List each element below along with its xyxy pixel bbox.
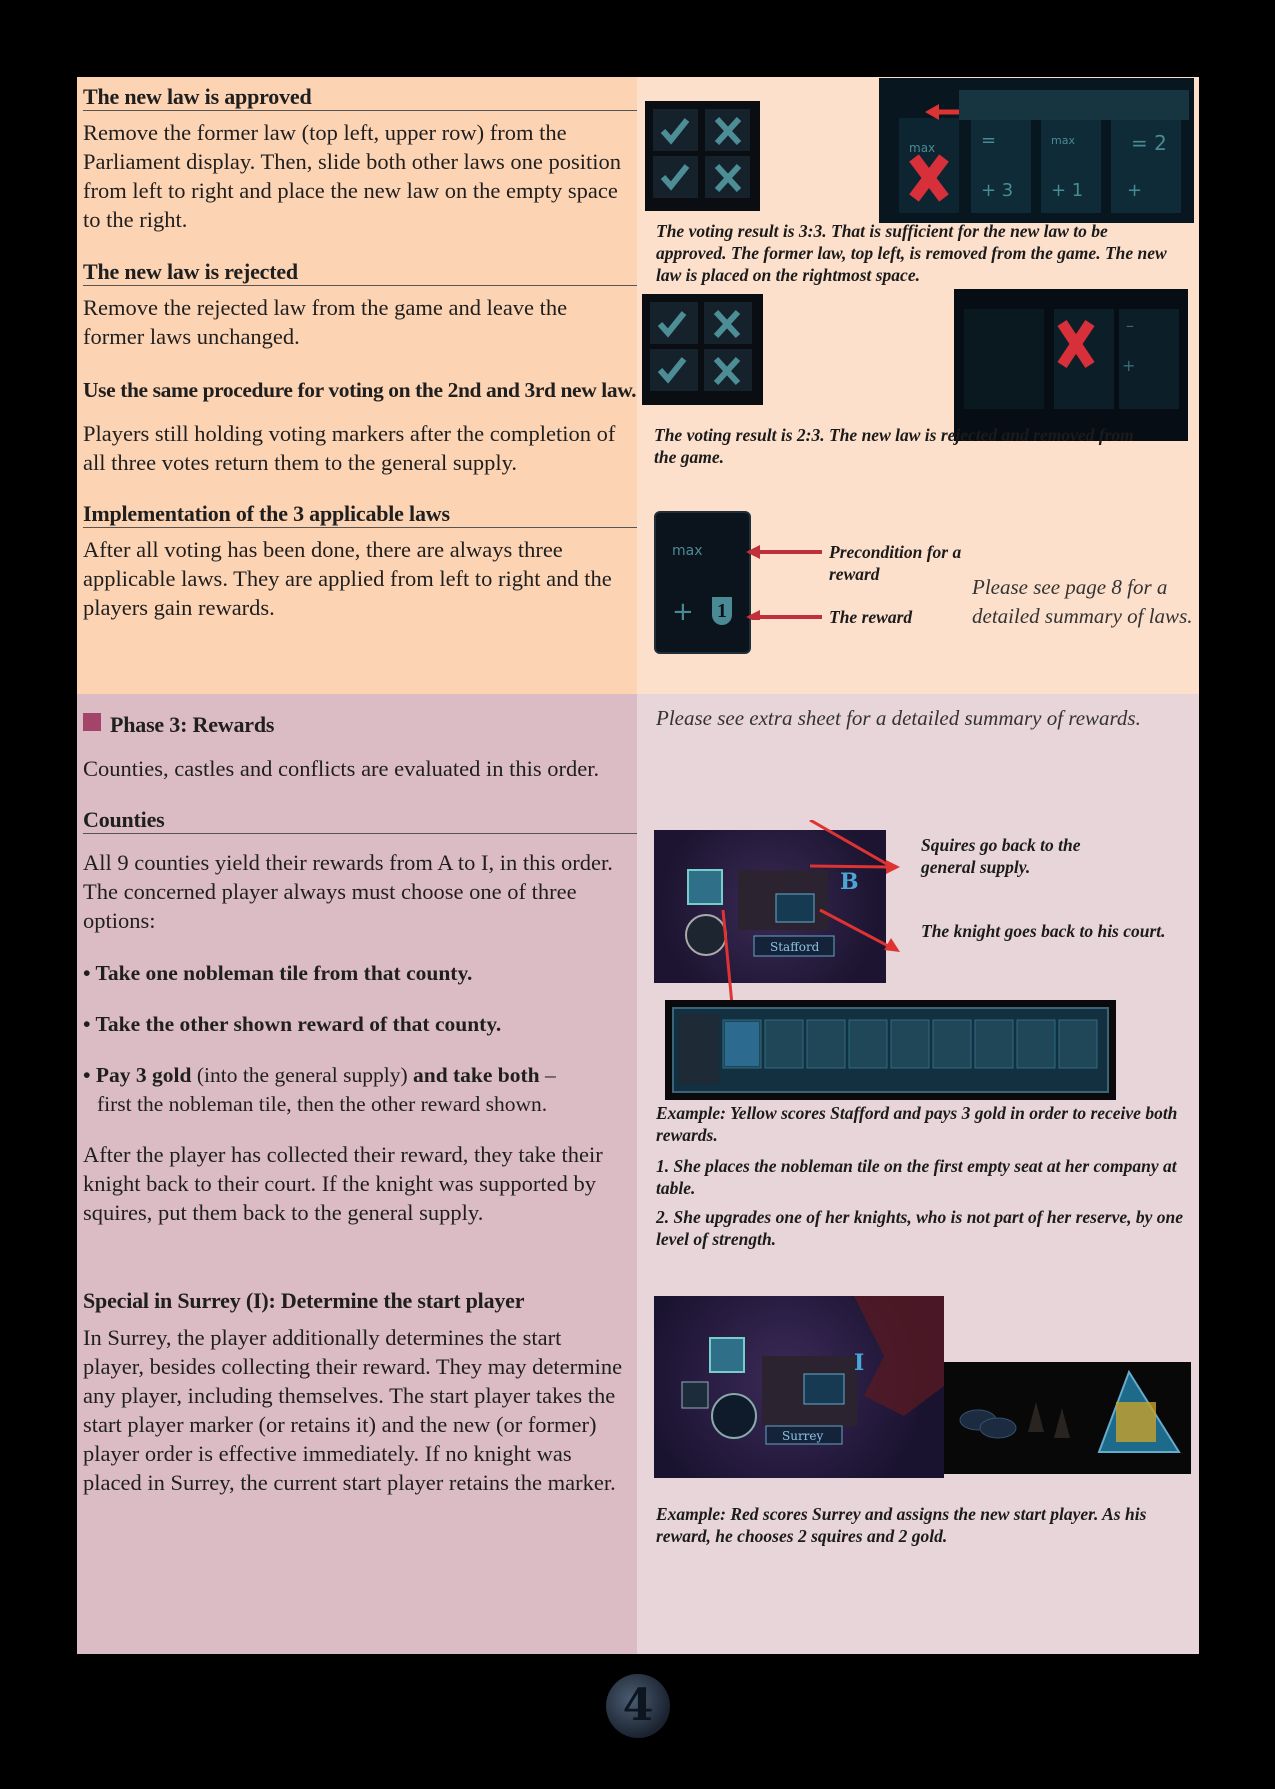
parliament-approved-image [879, 78, 1194, 223]
shield-icon: 1 [712, 597, 732, 625]
knight-caption: The knight goes back to his court. [921, 921, 1166, 941]
gold-coin-icon [712, 1394, 756, 1438]
phase3-intro: Counties, castles and conflicts are evaluated in this order. [83, 756, 600, 781]
stafford-step1: 1. She places the nobleman tile on the first empty seat at her company at table. [656, 1156, 1177, 1198]
phase3-heading: Phase 3: Rewards [110, 712, 275, 737]
player-portrait [679, 1014, 719, 1084]
vote-3-3-caption: The voting result is 3:3. That is sufficient for the new law to be approved. The former law, top left, is removed from the game. The new law is placed on the rightmost space. [656, 221, 1167, 285]
vote-marker-grid-3-3 [645, 101, 760, 211]
start-player-svg [944, 1362, 1191, 1474]
phase-marker [83, 713, 101, 731]
county-label: Surrey [782, 1429, 824, 1443]
vote-marker-grid-2-3 [642, 294, 763, 405]
precondition-label: Precondition for a reward [829, 542, 962, 584]
option-pay-gold-bold: • Pay 3 gold [83, 1063, 192, 1087]
option-take-both: and take both [412, 1063, 540, 1087]
option-pay-gold-cont: first the nobleman tile, then the other reward shown. [97, 1092, 548, 1116]
vote-markers-svg [645, 101, 760, 211]
parliament-rejected-svg [954, 289, 1188, 441]
svg-text:–: – [1126, 316, 1134, 335]
parliament-rejected-image [954, 289, 1188, 441]
implementation-heading: Implementation of the 3 applicable laws [83, 501, 637, 528]
page-number: 4 [606, 1674, 670, 1738]
svg-text:+ 3: + 3 [981, 180, 1014, 201]
svg-text:+ 1: + 1 [1051, 180, 1084, 201]
arrow-left-icon [746, 610, 760, 620]
option-dash: – [539, 1063, 556, 1087]
law-card [654, 511, 751, 654]
surrey-example-caption: Example: Red scores Surrey and assigns the new start player. As his reward, he chooses 2 squires and 2 gold. [656, 1504, 1147, 1546]
surrey-text: In Surrey, the player additionally determines the start player, besides collecting their reward. They may determine any player, including themselves. The start player takes the start player marker (or retains it) and the new (or former) player order is effective immediately. If no knight was placed in Surrey, the current start player retains the marker. [83, 1325, 623, 1495]
stafford-example-caption: Example: Yellow scores Stafford and pays 3 gold in order to receive both rewards. [656, 1103, 1178, 1145]
svg-text:= 2: = 2 [1131, 131, 1167, 155]
option-pay-gold [83, 1061, 637, 1090]
law-card-arrows [744, 540, 824, 620]
start-marker-icon [682, 1382, 708, 1408]
county-letter: I [854, 1350, 865, 1376]
svg-text:=: = [981, 130, 997, 151]
rejected-text: Remove the rejected law from the game and leave the former laws unchanged. [83, 295, 568, 349]
counties-after-text: After the player has collected their reward, they take their knight back to their court. If the knight was supported by squires, put them back to the general supply. [83, 1142, 603, 1225]
stafford-step2: 2. She upgrades one of her knights, who is not part of her reserve, by one level of strength. [656, 1207, 1183, 1249]
company-table-svg [665, 1000, 1116, 1100]
vote-markers-svg-2 [642, 294, 763, 405]
option-pay-gold-normal: (into the general supply) [191, 1063, 413, 1087]
still-holding-text: Players still holding voting markers after the completion of all three votes return them to the general supply. [83, 421, 616, 475]
reward-label: The reward [829, 607, 913, 627]
squire-figure-icon [1028, 1402, 1044, 1432]
county-label: Stafford [770, 940, 820, 954]
surrey-svg [654, 1296, 944, 1478]
option-nobleman: • Take one nobleman tile from that county. [83, 961, 473, 985]
arrow-left-icon [746, 545, 760, 559]
svg-text:max: max [1051, 134, 1075, 147]
squire-figure-icon [1054, 1408, 1070, 1438]
approved-heading: The new law is approved [83, 84, 637, 111]
extra-sheet-note: Please see extra sheet for a detailed summary of rewards. [656, 706, 1141, 730]
law-card-max: max [672, 543, 703, 559]
see-page-8-note: Please see page 8 for a detailed summary of laws. [972, 575, 1193, 628]
arrow-right-icon [886, 860, 900, 874]
same-procedure-text: Use the same procedure for voting on the 2nd and 3rd new law. [83, 378, 637, 402]
county-letter: B [840, 869, 859, 895]
implementation-text: After all voting has been done, there are always three applicable laws. They are applied from left to right and the players gain rewards. [83, 537, 612, 620]
parliament-approved-svg [879, 78, 1194, 223]
svg-text:max: max [909, 141, 936, 155]
rejected-heading: The new law is rejected [83, 259, 637, 286]
law-card-plus: + [672, 597, 694, 627]
svg-text:+: + [1127, 180, 1143, 201]
arrow-left-icon [925, 104, 939, 120]
surrey-heading: Special in Surrey (I): Determine the start player [83, 1288, 525, 1313]
approved-text: Remove the former law (top left, upper row) from the Parliament display. Then, slide both other laws one position from left to right and place the new law on the empty space to the right. [83, 120, 622, 232]
nobleman-tile [725, 1022, 759, 1066]
counties-heading: Counties [83, 807, 637, 834]
counties-text: All 9 counties yield their rewards from A to I, in this order. The concerned player always must choose one of three options: [83, 850, 613, 933]
squire-icon [710, 1338, 744, 1372]
company-table-image [665, 1000, 1116, 1100]
squires-caption: Squires go back to the general supply. [921, 835, 1081, 877]
surrey-county-image [654, 1296, 944, 1478]
start-player-reward-image [944, 1362, 1191, 1474]
option-other-reward: • Take the other shown reward of that county. [83, 1012, 502, 1036]
svg-text:+: + [1122, 356, 1136, 375]
vote-2-3-caption: The voting result is 2:3. The new law is rejected and removed from the game. [654, 425, 1134, 467]
